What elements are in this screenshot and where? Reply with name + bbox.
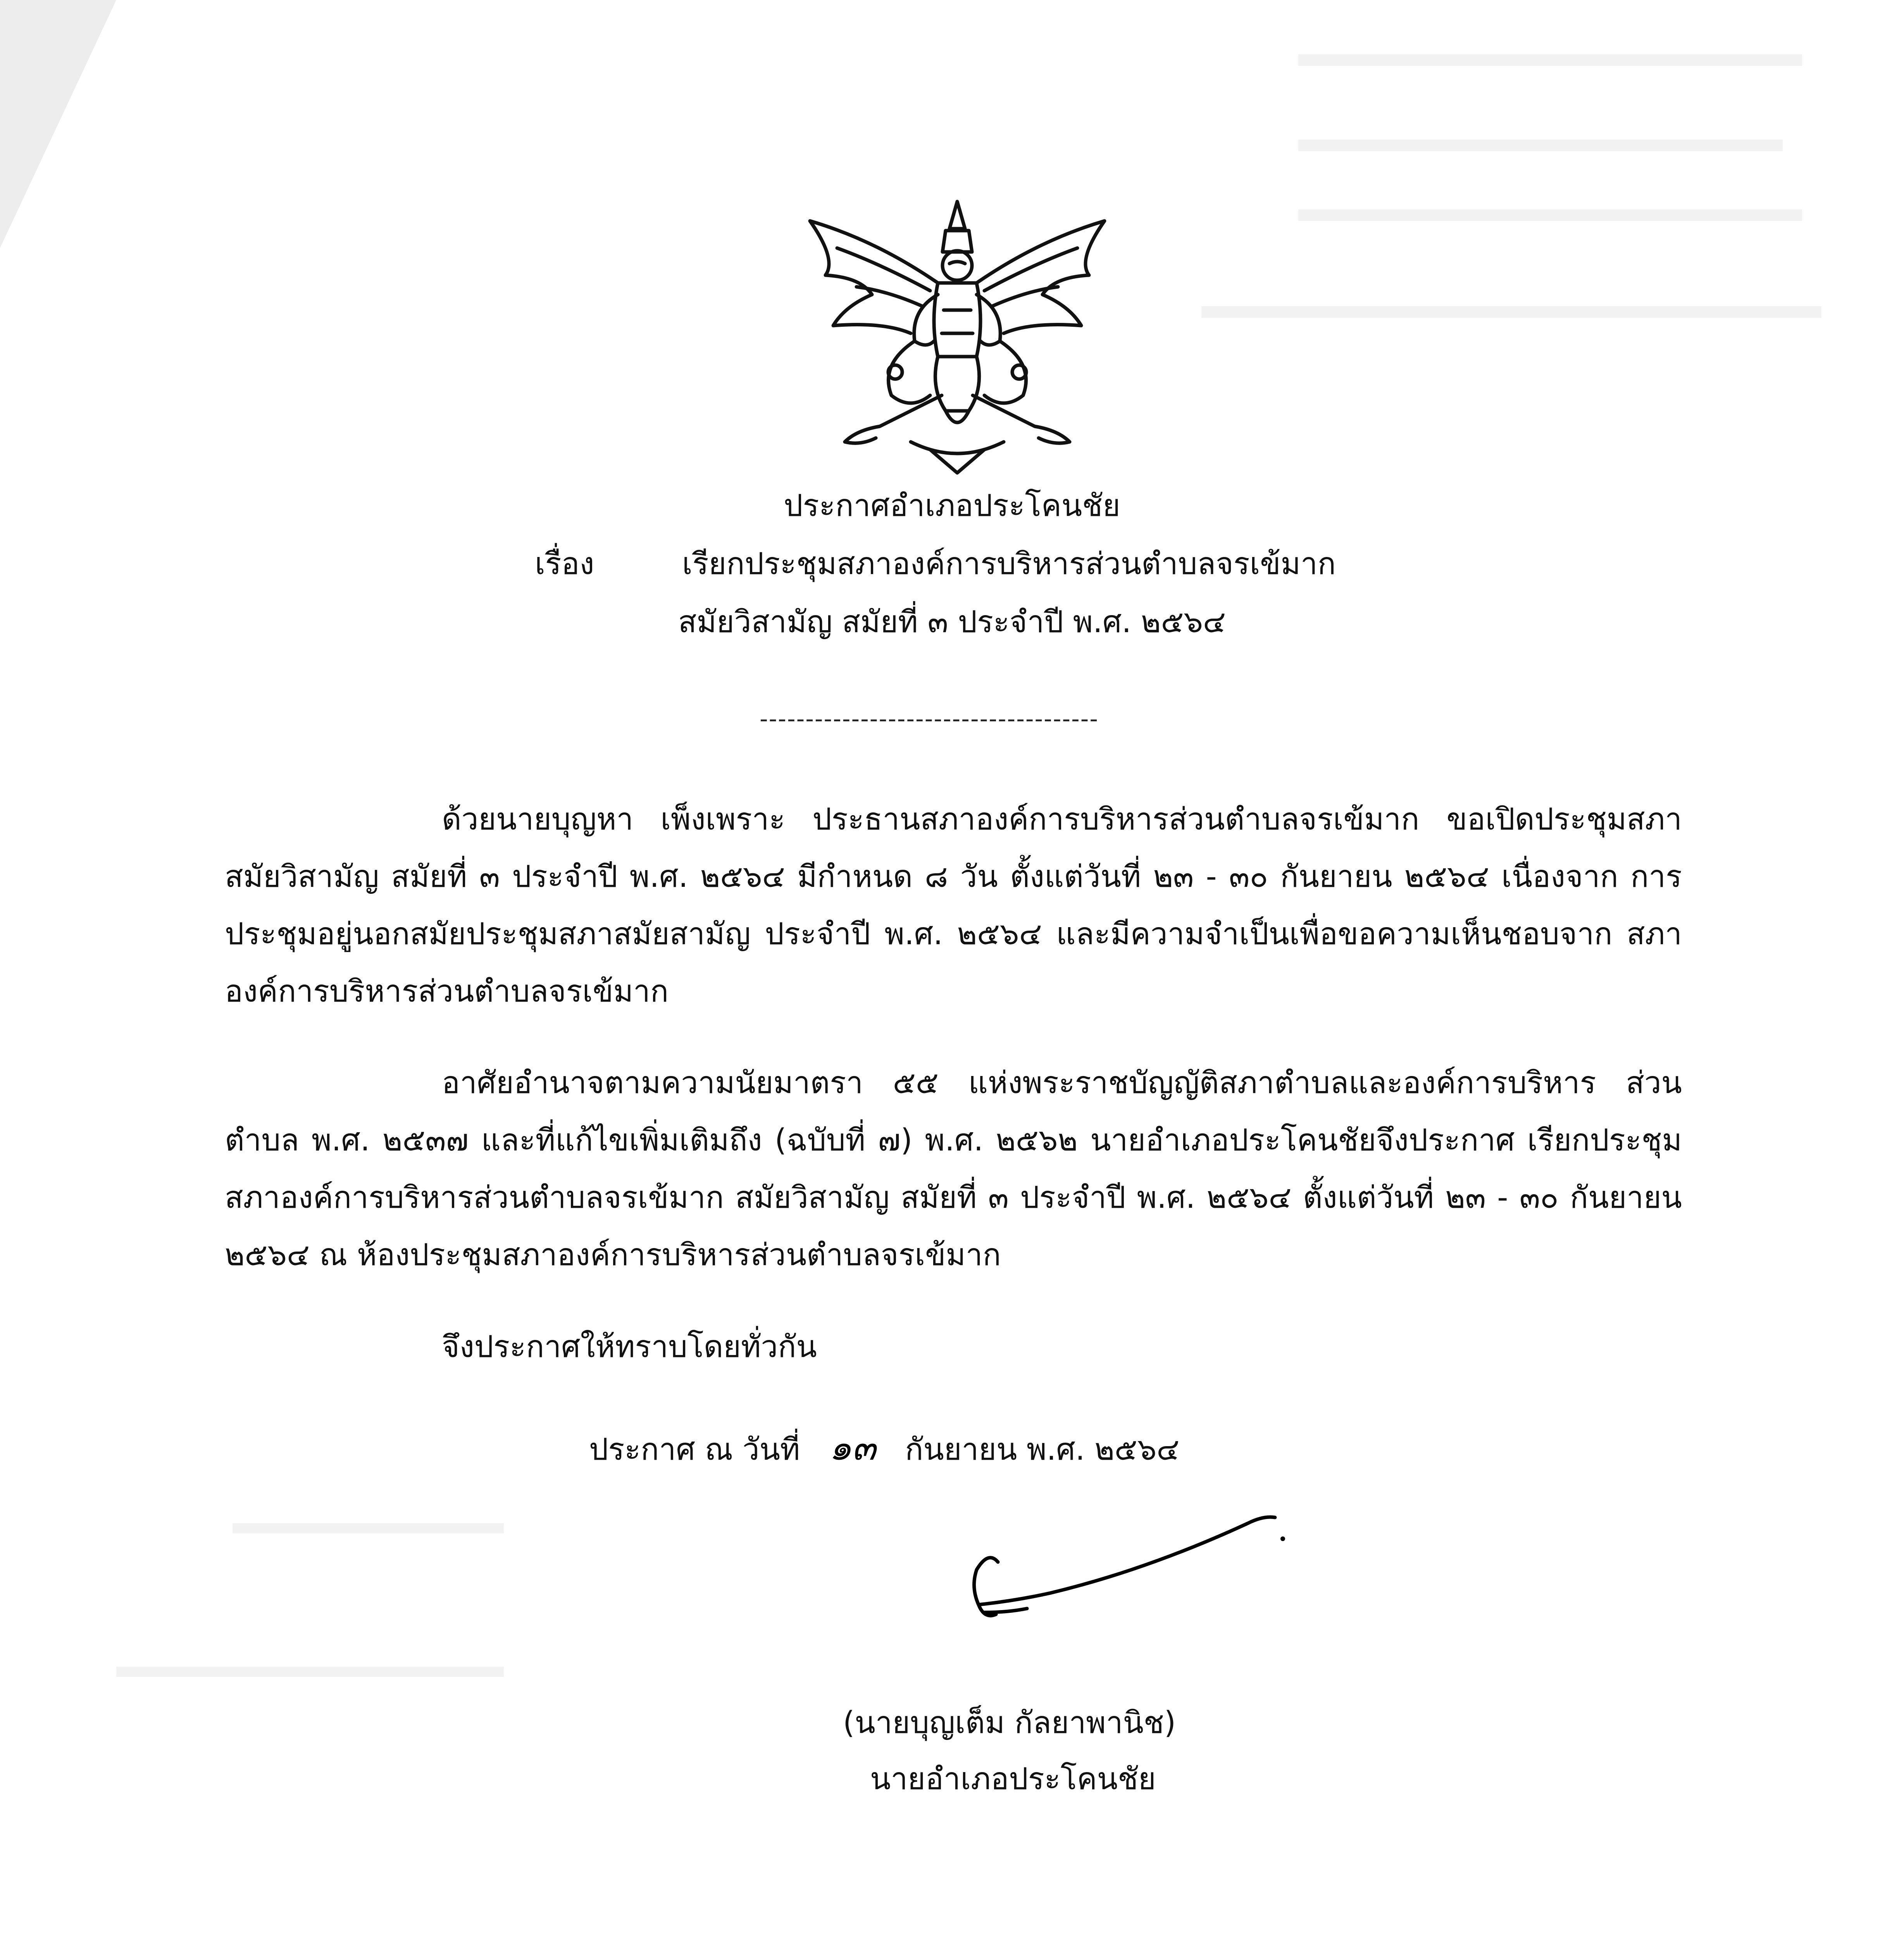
paragraph-2-text: อาศัยอำนาจตามความนัยมาตรา ๕๕ แห่งพระราชบัญญัติสภาตำบลและองค์การบริหาร ส่วนตำบล พ.ศ. ๒๕๓๗ และที่แก้ไขเพิ่มเติมถึง (ฉบับที่ ๗) พ.ศ. ๒๕๖๒ นายอำเภอประโคนชัยจึงประกาศ เรียกประชุมสภาองค์การบริหารส่วนตำบลจรเข้มาก สมัยวิสามัญ สมัยที่ ๓ ประจำปี พ.ศ. ๒๕๖๔ ตั้งแต่วันที่ ๒๓ - ๓๐ กันยายน ๒๕๖๔ ณ ห้องประชุมสภาองค์การบริหารส่วนตำบลจรเข้มาก [225,1066,1682,1272]
date-prefix: ประกาศ ณ วันที่ [589,1432,800,1467]
body-paragraph-2 [225,1054,1682,1284]
bleed-through-mark [1298,140,1783,151]
subject-line-1: เรียกประชุมสภาองค์การบริหารส่วนตำบลจรเข้มาก [682,547,1336,581]
corner-fold [0,0,116,248]
subject-label: เรื่อง [535,547,594,581]
separator-line: ------------------------------------- [760,705,1099,733]
garuda-emblem [783,194,1132,477]
bleed-through-mark [233,1523,504,1533]
closing-statement: จึงประกาศให้ทราบโดยทั่วกัน [442,1329,817,1364]
signer-name: (นายบุญเต็ม กัลยาพานิช) [843,1705,1176,1740]
paragraph-1-text: ด้วยนายบุญหา เพ็งเพราะ ประธานสภาองค์การบริหารส่วนตำบลจรเข้มาก ขอเปิดประชุมสภา สมัยวิสามัญ สมัยที่ ๓ ประจำปี พ.ศ. ๒๕๖๔ มีกำหนด ๘ วัน ตั้งแต่วันที่ ๒๓ - ๓๐ กันยายน ๒๕๖๔ เนื่องจาก การประชุมอยู่นอกสมัยประชุมสภาสมัยสามัญ ประจำปี พ.ศ. ๒๕๖๔ และมีความจำเป็นเพื่อขอความเห็นชอบจาก สภาองค์การบริหารส่วนตำบลจรเข้มาก [225,802,1682,1009]
body-paragraph-1 [225,791,1682,1020]
announcement-title: ประกาศอำเภอประโคนชัย [784,488,1120,523]
date-suffix: กันยายน พ.ศ. ๒๕๖๔ [905,1432,1180,1467]
date-day-handwritten: ๑๓ [829,1427,876,1468]
date-line [589,1426,1179,1471]
bleed-through-mark [1298,54,1802,66]
signer-position: นายอำเภอประโคนชัย [870,1762,1156,1797]
bleed-through-mark [116,1667,504,1677]
bleed-through-mark [1201,306,1821,318]
bleed-through-mark [1298,209,1802,221]
subject-line-2: สมัยวิสามัญ สมัยที่ ๓ ประจำปี พ.ศ. ๒๕๖๔ [678,605,1226,640]
handwritten-signature [961,1496,1356,1636]
